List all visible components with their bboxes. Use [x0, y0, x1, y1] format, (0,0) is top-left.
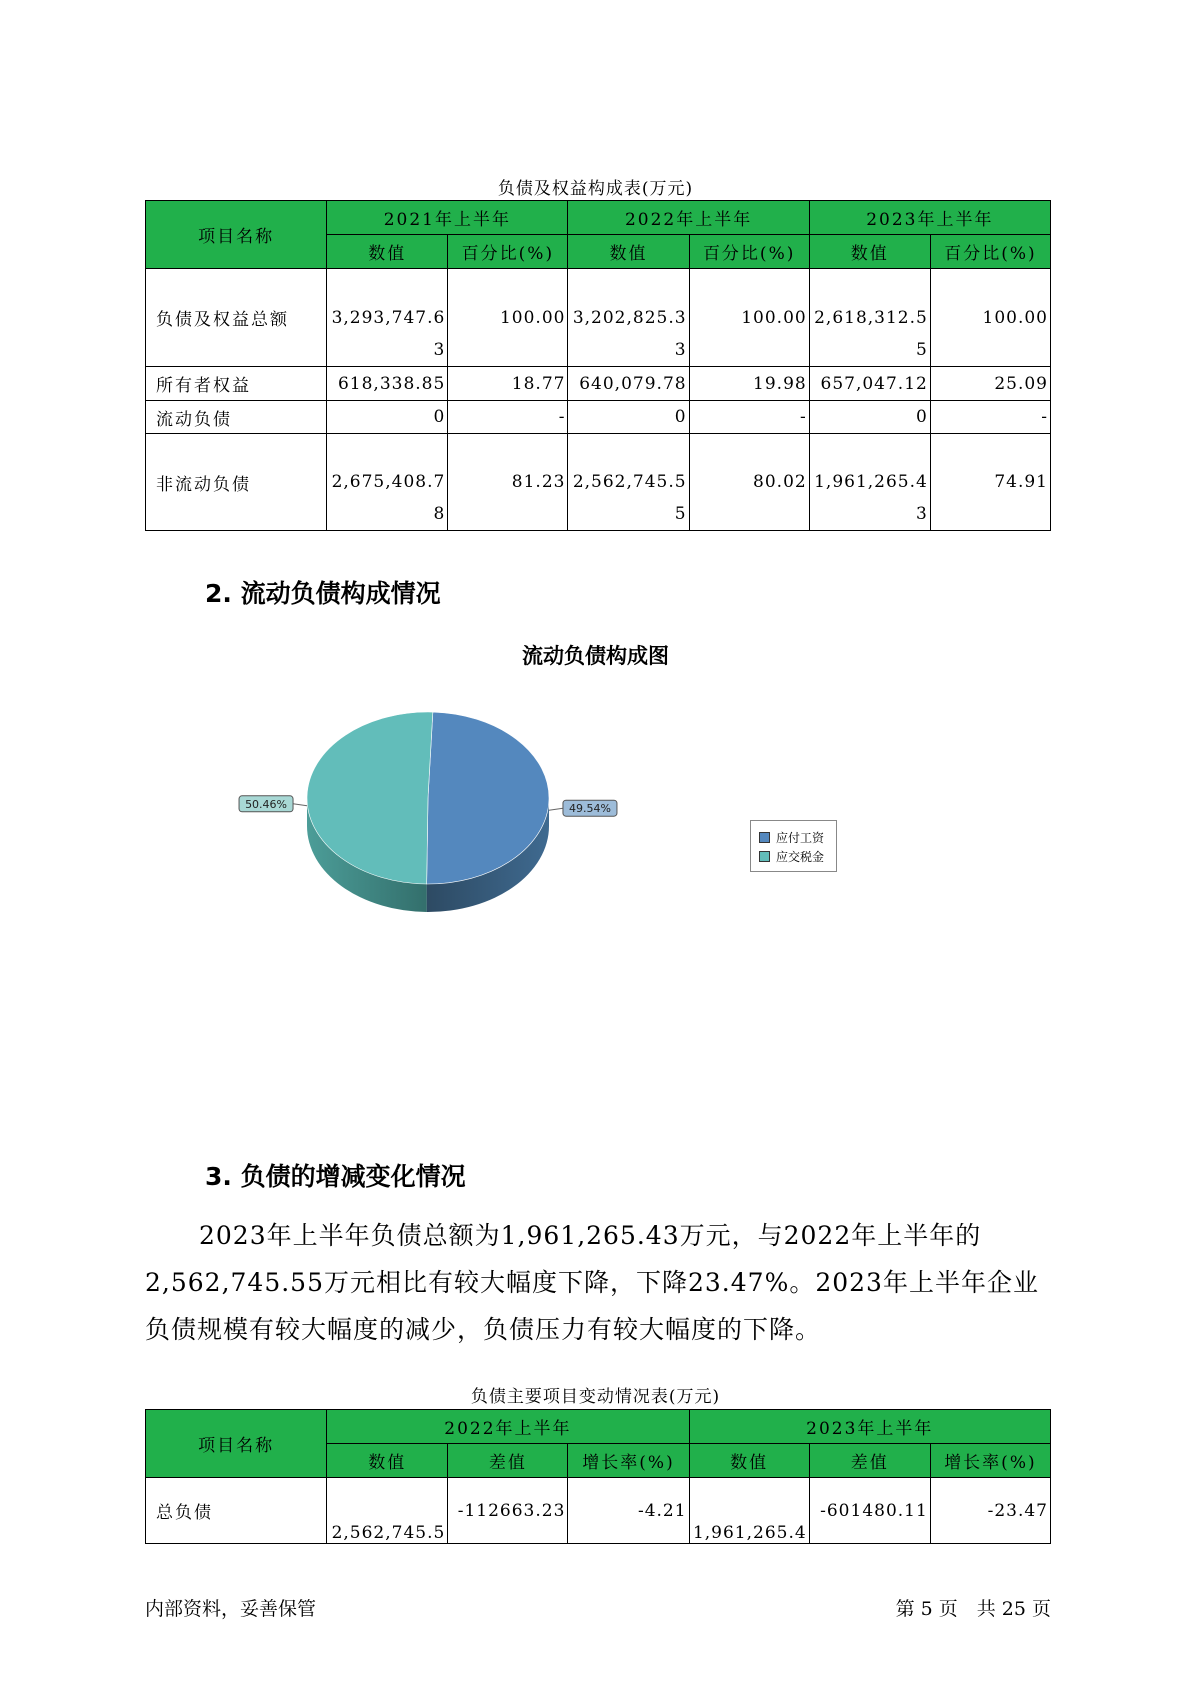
period-header: 2023年上半年 [689, 1410, 1050, 1444]
percent-cell: 25.09 [930, 367, 1050, 401]
period-header: 2023年上半年 [809, 201, 1050, 235]
percent-cell: 81.23 [448, 434, 568, 531]
liability-change-table [145, 1409, 1051, 1544]
table-row [146, 401, 1051, 434]
data-label: 49.54% [568, 802, 611, 816]
difference-cell: -601480.11 [809, 1478, 930, 1544]
legend-swatch [759, 832, 770, 843]
table-row [146, 269, 1051, 367]
table1-caption: 负债及权益构成表(万元) [497, 179, 694, 199]
row-label: 流动负债 [146, 401, 327, 434]
percent-cell: - [930, 401, 1050, 434]
percent-cell: 18.77 [448, 367, 568, 401]
percent-cell: - [689, 401, 809, 434]
row-label: 所有者权益 [146, 367, 327, 401]
data-label: 50.46% [245, 797, 288, 811]
value-header: 数值 [568, 235, 689, 269]
item-name-header: 项目名称 [146, 1410, 327, 1478]
difference-header: 差值 [809, 1444, 930, 1478]
percent-cell: - [448, 401, 568, 434]
value-header: 数值 [327, 1444, 448, 1478]
period-header: 2021年上半年 [327, 201, 568, 235]
table-row [146, 1478, 1051, 1544]
chart-legend [750, 820, 837, 872]
period-header: 2022年上半年 [568, 201, 809, 235]
growth-rate-cell: -4.21 [568, 1478, 689, 1544]
percent-cell: 100.00 [448, 269, 568, 367]
percent-cell: 74.91 [930, 434, 1050, 531]
page-number: 第 5 页 共 25 页 [895, 1598, 1051, 1620]
legend-entry [759, 829, 824, 846]
growth-rate-header: 增长率(%) [568, 1444, 689, 1478]
equity-structure-table [145, 200, 1051, 531]
row-label: 总负债 [146, 1478, 327, 1544]
legend-swatch [759, 851, 770, 862]
legend-label: 应交税金 [776, 850, 825, 864]
difference-cell: -112663.23 [448, 1478, 568, 1544]
percent-header: 百分比(%) [448, 235, 568, 269]
chart-title: 流动负债构成图 [522, 644, 669, 668]
legend-label: 应付工资 [776, 831, 825, 845]
paragraph-text: 2023年上半年负债总额为1,961,265.43万元，与2022年上半年的2,562,745.55万元相比有较大幅度下降，下降23.47%。2023年上半年企业负债规模有较大幅度的减少，负债压力有较大幅度的下降。 [145, 1221, 1039, 1344]
percent-cell: 100.00 [689, 269, 809, 367]
data-label-leader [293, 804, 307, 806]
table-row [146, 367, 1051, 401]
value-cell: 2,618,312.55 [809, 269, 930, 367]
value-cell: 0 [568, 401, 689, 434]
value-cell: 640,079.78 [568, 367, 689, 401]
row-label: 非流动负债 [146, 434, 327, 531]
value-header: 数值 [689, 1444, 809, 1478]
growth-rate-header: 增长率(%) [930, 1444, 1050, 1478]
value-cell: 1,961,265.4 [689, 1478, 809, 1544]
difference-header: 差值 [448, 1444, 568, 1478]
value-cell: 618,338.85 [327, 367, 448, 401]
percent-cell: 80.02 [689, 434, 809, 531]
value-cell: 1,961,265.43 [809, 434, 930, 531]
value-header: 数值 [809, 235, 930, 269]
value-cell: 3,293,747.63 [327, 269, 448, 367]
data-label-leader [549, 808, 563, 810]
value-cell: 0 [327, 401, 448, 434]
body-paragraph [145, 1212, 1051, 1353]
value-cell: 2,675,408.78 [327, 434, 448, 531]
section-3-heading: 3. 负债的增减变化情况 [205, 1162, 466, 1191]
period-header: 2022年上半年 [327, 1410, 689, 1444]
table2-caption: 负债主要项目变动情况表(万元) [470, 1387, 721, 1407]
footer-confidential: 内部资料，妥善保管 [145, 1598, 317, 1620]
pie-chart [0, 700, 1191, 1030]
value-cell: 0 [809, 401, 930, 434]
section-2-heading: 2. 流动负债构成情况 [205, 579, 441, 608]
value-cell: 3,202,825.33 [568, 269, 689, 367]
value-header: 数值 [327, 235, 448, 269]
item-name-header: 项目名称 [146, 201, 327, 269]
percent-header: 百分比(%) [930, 235, 1050, 269]
legend-entry [759, 848, 824, 865]
table-row [146, 434, 1051, 531]
value-cell: 2,562,745.55 [568, 434, 689, 531]
percent-header: 百分比(%) [689, 235, 809, 269]
percent-cell: 100.00 [930, 269, 1050, 367]
value-cell: 657,047.12 [809, 367, 930, 401]
row-label: 负债及权益总额 [146, 269, 327, 367]
percent-cell: 19.98 [689, 367, 809, 401]
growth-rate-cell: -23.47 [930, 1478, 1050, 1544]
value-cell: 2,562,745.5 [327, 1478, 448, 1544]
